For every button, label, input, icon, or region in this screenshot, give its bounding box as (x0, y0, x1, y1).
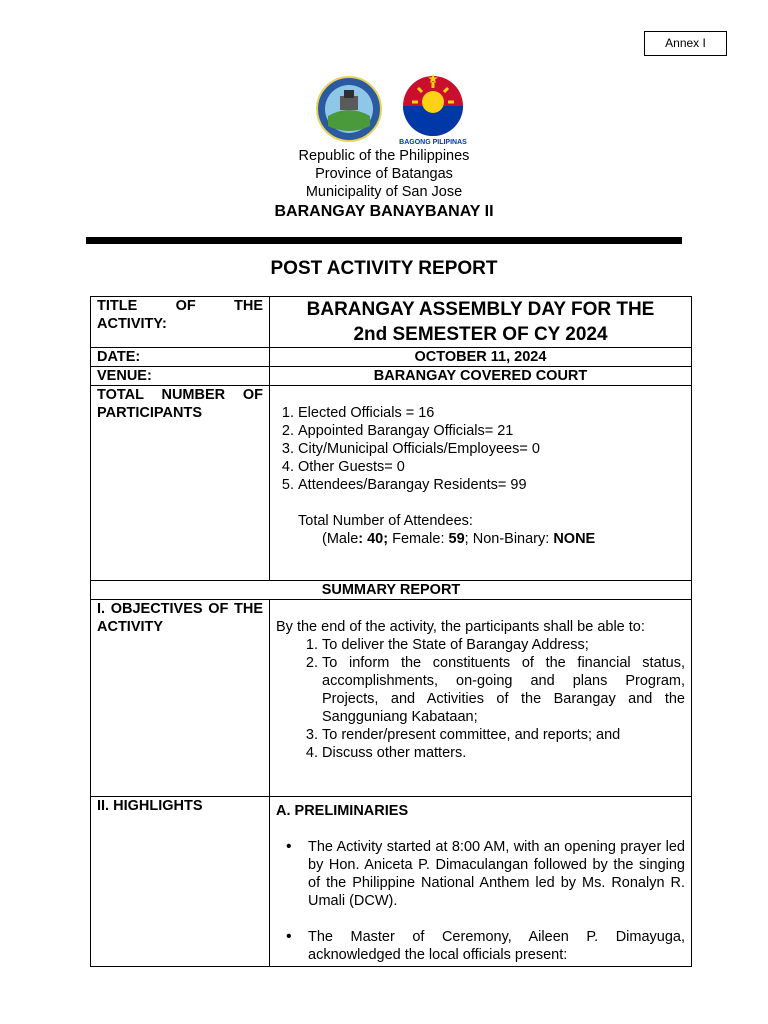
objective-item: 2. To inform the constituents of the financial status, accomplishments, on-going and plans Program, Projects, and Activities of the Barangay and the Sangguniang Kabataan; (322, 654, 685, 726)
municipality-line: Municipality of San Jose (305, 184, 463, 200)
male-label: (Male (322, 531, 359, 547)
highlights-label: II. HIGHLIGHTS (91, 797, 270, 967)
participants-list (276, 404, 685, 494)
title-value-line2: 2nd SEMESTER OF CY 2024 (353, 324, 608, 345)
summary-heading: SUMMARY REPORT (91, 581, 692, 600)
province-line: Province of Batangas (315, 166, 453, 182)
document-header (0, 147, 768, 221)
objective-item: 1. To deliver the State of Barangay Address; (322, 636, 685, 654)
non-binary-value: NONE (553, 531, 596, 547)
date-value: OCTOBER 11, 2024 (270, 348, 692, 367)
highlights-list (276, 838, 685, 964)
objective-item: 4. Discuss other matters. (322, 744, 685, 762)
objectives-intro: By the end of the activity, the participants shall be able to: (276, 619, 645, 635)
venue-label: VENUE: (91, 367, 270, 386)
objective-item: 3. To render/present committee, and reports; and (322, 726, 685, 744)
participant-item: 5. Attendees/Barangay Residents= 99 (298, 476, 685, 494)
highlights-value (270, 797, 692, 967)
highlights-row (91, 797, 692, 967)
header-divider (86, 237, 682, 244)
report-title: POST ACTIVITY REPORT (270, 258, 498, 279)
objectives-label: I. OBJECTIVES OF THE ACTIVITY (91, 600, 270, 797)
objectives-value (270, 600, 692, 797)
annex-label: Annex I (644, 31, 727, 56)
barangay-name: BARANGAY BANAYBANAY II (274, 203, 494, 220)
title-label: TITLE OF THE ACTIVITY: (91, 297, 270, 348)
participants-label: TOTAL NUMBER OF PARTICIPANTS (91, 386, 270, 581)
barangay-seal-logo (316, 76, 382, 142)
preliminaries-heading: A. PRELIMINARIES (276, 803, 409, 819)
objectives-row (91, 600, 692, 797)
summary-heading-row (91, 581, 692, 600)
participants-row (91, 386, 692, 581)
title-value-line1: BARANGAY ASSEMBLY DAY FOR THE (306, 299, 655, 320)
male-value: : 40; (358, 531, 389, 547)
highlight-item: • The Activity started at 8:00 AM, with an opening prayer led by Hon. Aniceta P. Dimaculangan followed by the singing of the Philippine National Anthem led by Ms. Ronalyn R. Umali (DCW). (308, 838, 685, 910)
title-row (91, 297, 692, 348)
objectives-list (276, 636, 685, 762)
venue-value: BARANGAY COVERED COURT (270, 367, 692, 386)
report-table (90, 296, 692, 967)
bagong-pilipinas-logo (396, 72, 470, 148)
participants-value (270, 386, 692, 581)
participant-item: 3. City/Municipal Officials/Employees= 0 (298, 440, 685, 458)
title-value (270, 297, 692, 348)
bagong-pilipinas-text: BAGONG PILIPINAS (399, 139, 467, 146)
female-value: 59 (448, 531, 465, 547)
logos (316, 72, 476, 148)
venue-row (91, 367, 692, 386)
date-label: DATE: (91, 348, 270, 367)
female-label: Female: (388, 531, 449, 547)
participant-item: 4. Other Guests= 0 (298, 458, 685, 476)
non-binary-label: ; Non-Binary: (464, 531, 554, 547)
participant-item: 1. Elected Officials = 16 (298, 404, 685, 422)
attendees-total-label: Total Number of Attendees: (298, 513, 473, 529)
highlight-item: • The Master of Ceremony, Aileen P. Dimayuga, acknowledged the local officials present: (308, 928, 685, 964)
date-row (91, 348, 692, 367)
participant-item: 2. Appointed Barangay Officials= 21 (298, 422, 685, 440)
republic-line: Republic of the Philippines (298, 148, 470, 164)
attendees-breakdown (276, 530, 685, 548)
